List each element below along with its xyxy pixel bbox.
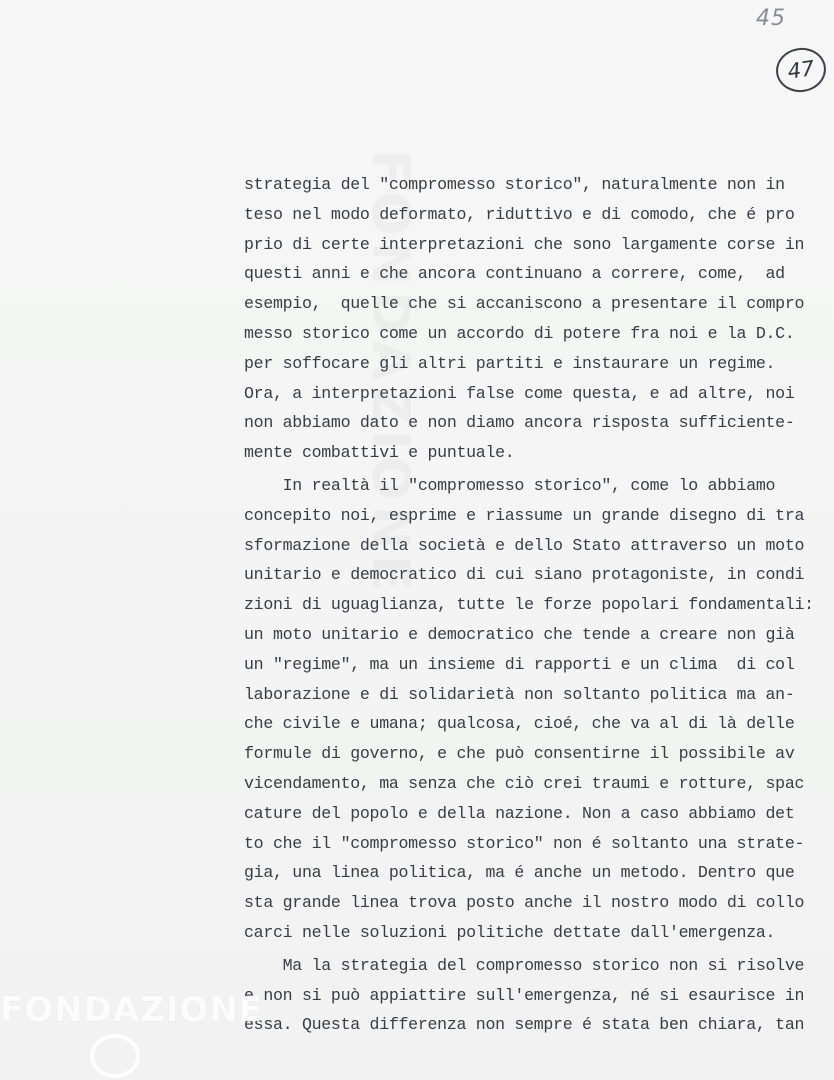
text-line: messo storico come un accordo di potere fra noi e la D.C. [244, 323, 795, 343]
text-line: concepito noi, esprime e riassume un grande disegno di tra [244, 505, 805, 525]
text-line: esempio, quelle che si accaniscono a presentare il compro [244, 294, 805, 314]
paragraph-3 [244, 951, 824, 1040]
text-line: laborazione e di solidarietà non soltanto politica ma an- [244, 684, 795, 704]
text-line: essa. Questa differenza non sempre é stata ben chiara, tan [244, 1015, 805, 1035]
text-line: to che il "compromesso storico" non é soltanto una strate- [244, 833, 805, 853]
circled-page-number [773, 45, 829, 96]
text-line: formule di governo, e che può consentirne il possibile av [244, 744, 795, 764]
text-line: questi anni e che ancora continuano a correre, come, ad [244, 264, 785, 284]
text-line: un "regime", ma un insieme di rapporti e un clima di col [244, 654, 795, 674]
pencil-page-number: 45 [756, 6, 786, 31]
typed-text-block [244, 170, 824, 1040]
text-line: teso nel modo deformato, riduttivo e di comodo, che é pro [244, 204, 795, 224]
text-line: Ma la strategia del compromesso storico non si risolve [244, 955, 805, 975]
watermark-logo-icon [90, 1034, 140, 1078]
text-line: Ora, a interpretazioni false come questa, e ad altre, noi [244, 383, 795, 403]
text-line: zioni di uguaglianza, tutte le forze popolari fondamentali: [244, 595, 814, 615]
text-line: un moto unitario e democratico che tende a creare non già [244, 624, 795, 644]
text-line: unitario e democratico di cui siano protagoniste, in condi [244, 565, 805, 585]
circled-page-number-text: 47 [786, 56, 816, 84]
text-line: In realtà il "compromesso storico", come lo abbiamo [244, 475, 776, 495]
text-line: e non si può appiattire sull'emergenza, né si esaurisce in [244, 985, 805, 1005]
paragraph-1 [244, 170, 824, 468]
text-line: vicendamento, ma senza che ciò crei traumi e rotture, spac [244, 773, 805, 793]
text-line: strategia del "compromesso storico", naturalmente non in [244, 175, 785, 194]
text-line: mente combattivi e puntuale. [244, 443, 515, 463]
paragraph-2 [244, 471, 824, 948]
text-line: non abbiamo dato e non diamo ancora risposta sufficiente- [244, 413, 795, 433]
watermark-vertical-text: FONDAZIONE [360, 150, 420, 597]
text-line: gia, una linea politica, ma é anche un metodo. Dentro que [244, 863, 795, 883]
watermark-bottom-text: FONDAZIONE [0, 990, 264, 1030]
text-line: sta grande linea trova posto anche il nostro modo di collo [244, 893, 805, 913]
text-line: carci nelle soluzioni politiche dettate dall'emergenza. [244, 922, 776, 942]
text-line: per soffocare gli altri partiti e instaurare un regime. [244, 353, 776, 373]
text-line: che civile e umana; qualcosa, cioé, che va al di là delle [244, 714, 795, 734]
text-line: prio di certe interpretazioni che sono largamente corse in [244, 234, 805, 254]
text-line: sformazione della società e dello Stato attraverso un moto [244, 535, 805, 555]
text-line: cature del popolo e della nazione. Non a caso abbiamo det [244, 803, 795, 823]
